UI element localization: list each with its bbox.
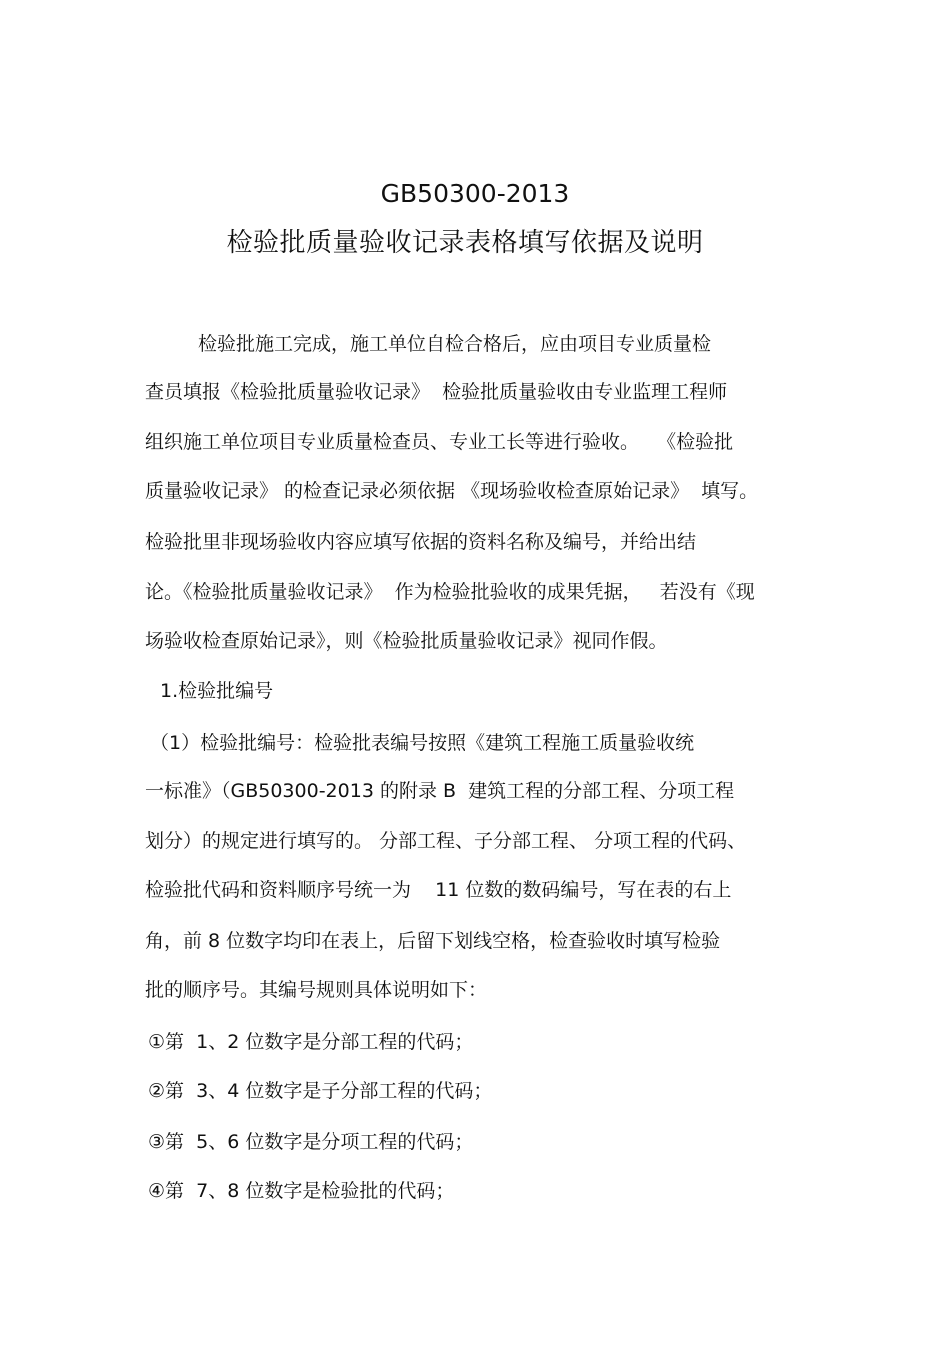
- paragraph-line: 一标准》（GB50300-2013 的附录 B 建筑工程的分部工程、分项工程: [145, 780, 735, 802]
- paragraph-line: 组织施工单位项目专业质量检查员、专业工长等进行验收。 《检验批: [145, 431, 734, 453]
- document-standard-code: GB50300-2013: [380, 179, 570, 208]
- paragraph-line: 划分）的规定进行填写的。 分部工程、子分部工程、 分项工程的代码、: [145, 830, 747, 852]
- paragraph-line: 批的顺序号。其编号规则具体说明如下：: [145, 979, 488, 1001]
- paragraph-line: （1）检验批编号：检验批表编号按照《建筑工程施工质量验收统: [150, 732, 695, 754]
- paragraph-line: 检验批代码和资料顺序号统一为 11 位数的数码编号，写在表的右上: [145, 879, 732, 901]
- document-title: 检验批质量验收记录表格填写依据及说明: [226, 228, 704, 258]
- paragraph-line: 场验收检查原始记录》，则《检验批质量验收记录》视同作假。: [145, 630, 668, 652]
- list-item: ①第 1、2 位数字是分部工程的代码；: [148, 1031, 474, 1053]
- list-item: ②第 3、4 位数字是子分部工程的代码；: [148, 1080, 493, 1102]
- list-item: ④第 7、8 位数字是检验批的代码；: [148, 1180, 455, 1202]
- paragraph-line: 质量验收记录》 的检查记录必须依据 《现场验收检查原始记录》 填写。: [145, 480, 759, 502]
- list-item: ③第 5、6 位数字是分项工程的代码；: [148, 1131, 474, 1153]
- paragraph-line: 检验批里非现场验收内容应填写依据的资料名称及编号，并给出结: [145, 531, 697, 553]
- paragraph-line: 检验批施工完成，施工单位自检合格后，应由项目专业质量检: [198, 333, 712, 355]
- paragraph-line: 角，前 8 位数字均印在表上，后留下划线空格，检查验收时填写检验: [145, 930, 721, 952]
- section-heading: 1.检验批编号: [160, 680, 274, 702]
- paragraph-line: 论。《检验批质量验收记录》 作为检验批验收的成果凭据， 若没有《现: [145, 581, 755, 603]
- paragraph-line: 查员填报《检验批质量验收记录》 检验批质量验收由专业监理工程师: [145, 381, 728, 403]
